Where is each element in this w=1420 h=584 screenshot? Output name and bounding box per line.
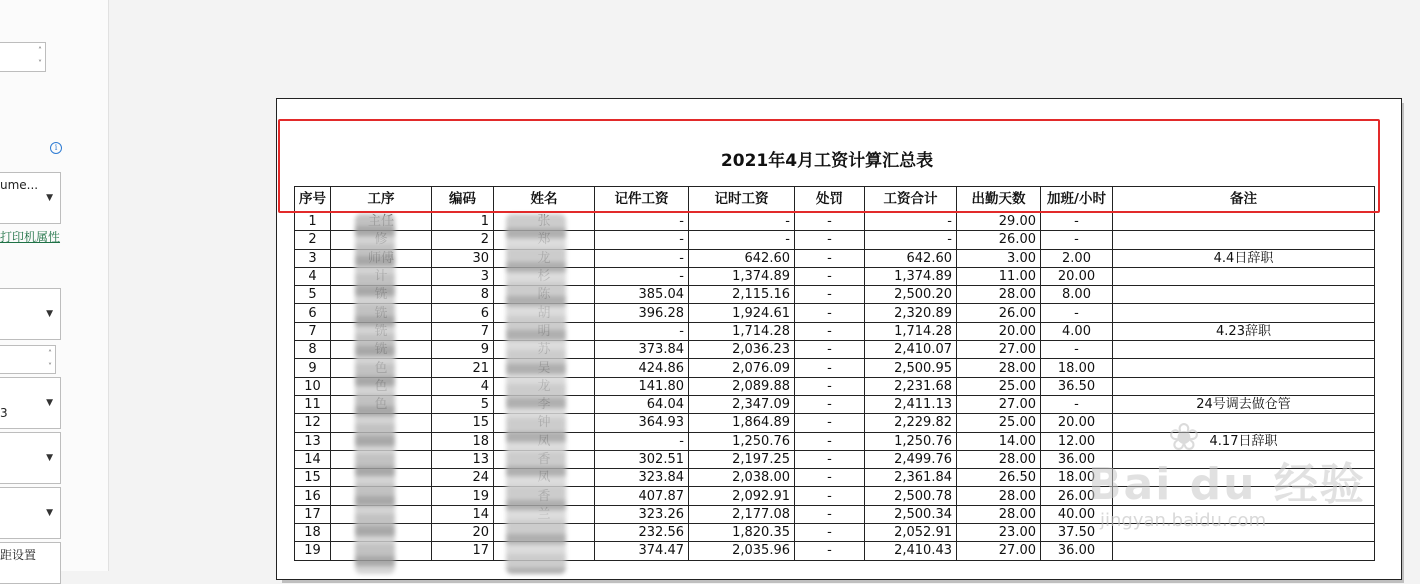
column-header: 工序 [331, 187, 432, 213]
table-cell: 2,036.23 [689, 341, 795, 359]
table-cell: 19 [295, 542, 331, 560]
table-cell: - [795, 267, 865, 285]
table-cell: 30 [432, 249, 494, 267]
table-cell: 19 [432, 487, 494, 505]
table-cell: 1 [295, 213, 331, 231]
table-cell: 8 [432, 286, 494, 304]
table-cell: 9 [295, 359, 331, 377]
table-cell: 8.00 [1041, 286, 1113, 304]
table-cell: - [795, 469, 865, 487]
table-cell: 18.00 [1041, 469, 1113, 487]
table-cell [1113, 542, 1375, 560]
table-cell: - [1041, 304, 1113, 322]
table-cell: 2,197.25 [689, 450, 795, 468]
table-cell: - [795, 487, 865, 505]
table-cell: 1,864.89 [689, 414, 795, 432]
table-cell: 25.00 [957, 414, 1041, 432]
table-cell: - [865, 231, 957, 249]
table-cell: 12 [295, 414, 331, 432]
table-cell: - [595, 213, 689, 231]
table-cell: 4.23辞职 [1113, 322, 1375, 340]
table-row [295, 395, 1375, 413]
chevron-down-icon: ▼ [46, 508, 53, 518]
table-cell: 2,500.34 [865, 505, 957, 523]
table-cell: 29.00 [957, 213, 1041, 231]
table-cell: 374.47 [595, 542, 689, 560]
table-cell: 2,092.91 [689, 487, 795, 505]
chevron-down-icon: ▼ [46, 453, 53, 463]
baidu-watermark-logo: Bai du 经验 [1088, 459, 1366, 510]
table-cell: 1,374.89 [689, 267, 795, 285]
table-cell: 2,052.91 [865, 524, 957, 542]
table-cell: - [795, 286, 865, 304]
printer-select[interactable] [0, 172, 61, 224]
table-cell: 1,714.28 [865, 322, 957, 340]
chevron-down-icon: ▼ [46, 398, 53, 408]
table-cell: 2,115.16 [689, 286, 795, 304]
table-cell: 1,250.76 [865, 432, 957, 450]
margins-label: 距设置 [0, 548, 37, 562]
table-cell: - [795, 304, 865, 322]
copies-spinner[interactable] [0, 42, 46, 72]
table-cell: 1,374.89 [865, 267, 957, 285]
column-header: 备注 [1113, 187, 1375, 213]
table-cell: - [865, 213, 957, 231]
table-row [295, 267, 1375, 285]
pages-spinner[interactable] [0, 345, 56, 374]
table-cell: 15 [432, 414, 494, 432]
printer-name: ume... [0, 178, 39, 192]
spinner-arrows-icon[interactable]: ˄ ˅ [48, 349, 52, 371]
table-cell: - [595, 249, 689, 267]
highlight-rectangle [278, 119, 1380, 213]
table-cell: 3 [432, 267, 494, 285]
table-row [295, 377, 1375, 395]
table-row [295, 542, 1375, 560]
table-cell: - [795, 505, 865, 523]
table-cell: - [795, 231, 865, 249]
table-cell: - [1041, 231, 1113, 249]
table-cell: 24 [432, 469, 494, 487]
table-cell [1113, 213, 1375, 231]
column-header: 编码 [432, 187, 494, 213]
table-cell: 385.04 [595, 286, 689, 304]
table-cell: 2,320.89 [865, 304, 957, 322]
baidu-paw-icon: ❀ [1168, 415, 1200, 459]
table-cell: 10 [295, 377, 331, 395]
table-cell: 12.00 [1041, 432, 1113, 450]
table-cell: 18 [295, 524, 331, 542]
margins-select[interactable] [0, 542, 61, 584]
setting-select-2-value: 3 [0, 406, 8, 420]
table-cell: 14 [432, 505, 494, 523]
sheet-title: 2021年4月工资计算汇总表 [720, 151, 934, 171]
column-header: 记件工资 [595, 187, 689, 213]
table-cell: 27.00 [957, 341, 1041, 359]
table-cell: 36.00 [1041, 450, 1113, 468]
table-cell: 2,500.20 [865, 286, 957, 304]
column-header: 工资合计 [865, 187, 957, 213]
setting-select-3[interactable] [0, 432, 61, 484]
table-cell: - [689, 231, 795, 249]
table-cell: - [795, 377, 865, 395]
table-cell: 20.00 [957, 322, 1041, 340]
table-row [295, 359, 1375, 377]
baidu-watermark-url: jingyan.baidu.com [1100, 510, 1267, 531]
table-cell: 2,410.43 [865, 542, 957, 560]
table-cell: 1,714.28 [689, 322, 795, 340]
table-cell: 27.00 [957, 395, 1041, 413]
table-cell: 1 [432, 213, 494, 231]
table-cell: 23.00 [957, 524, 1041, 542]
print-settings-panel [0, 0, 109, 571]
table-cell: 27.00 [957, 542, 1041, 560]
table-cell: - [795, 432, 865, 450]
table-row [295, 322, 1375, 340]
table-cell: 2,038.00 [689, 469, 795, 487]
table-cell: 14 [295, 450, 331, 468]
table-cell: 40.00 [1041, 505, 1113, 523]
table-cell: 323.26 [595, 505, 689, 523]
table-cell: 6 [295, 304, 331, 322]
column-header: 序号 [295, 187, 331, 213]
table-cell: - [795, 395, 865, 413]
table-cell [1113, 414, 1375, 432]
table-cell: 2,361.84 [865, 469, 957, 487]
table-cell: 25.00 [957, 377, 1041, 395]
table-cell: 28.00 [957, 487, 1041, 505]
table-cell: 2,035.96 [689, 542, 795, 560]
table-row [295, 286, 1375, 304]
table-cell: - [795, 359, 865, 377]
table-cell: 36.00 [1041, 542, 1113, 560]
table-cell [1113, 377, 1375, 395]
table-cell: 4.00 [1041, 322, 1113, 340]
table-cell: 37.50 [1041, 524, 1113, 542]
table-cell: 5 [295, 286, 331, 304]
table-cell: 2,229.82 [865, 414, 957, 432]
privacy-mosaic [506, 214, 566, 574]
table-cell: 2 [432, 231, 494, 249]
table-cell: 1,250.76 [689, 432, 795, 450]
table-cell: 20.00 [1041, 414, 1113, 432]
table-cell: 4.17日辞职 [1113, 432, 1375, 450]
table-cell: 3 [295, 249, 331, 267]
table-cell: 396.28 [595, 304, 689, 322]
table-cell: 2,410.07 [865, 341, 957, 359]
table-cell: 323.84 [595, 469, 689, 487]
table-cell: 9 [432, 341, 494, 359]
table-cell: 2,347.09 [689, 395, 795, 413]
table-cell: 2,076.09 [689, 359, 795, 377]
table-cell: 2,411.13 [865, 395, 957, 413]
table-cell: - [795, 341, 865, 359]
table-cell: 4.4日辞职 [1113, 249, 1375, 267]
table-cell [1113, 267, 1375, 285]
table-cell: 11 [295, 395, 331, 413]
chevron-down-icon: ▼ [46, 193, 53, 203]
table-cell: 64.04 [595, 395, 689, 413]
column-header: 处罚 [795, 187, 865, 213]
table-cell: 2,500.95 [865, 359, 957, 377]
table-cell: 373.84 [595, 341, 689, 359]
setting-select-4[interactable] [0, 487, 61, 539]
table-cell: - [795, 213, 865, 231]
table-cell: 6 [432, 304, 494, 322]
table-cell: - [795, 524, 865, 542]
info-icon[interactable]: i [50, 142, 62, 154]
table-cell [1113, 231, 1375, 249]
table-cell: 5 [432, 395, 494, 413]
table-cell: 17 [432, 542, 494, 560]
table-cell: 1,924.61 [689, 304, 795, 322]
table-cell: 2,499.76 [865, 450, 957, 468]
table-cell: 18 [432, 432, 494, 450]
table-cell: 364.93 [595, 414, 689, 432]
table-cell: 20.00 [1041, 267, 1113, 285]
table-cell: - [795, 414, 865, 432]
setting-select-2[interactable] [0, 377, 61, 429]
table-cell: 8 [295, 341, 331, 359]
table-cell: - [795, 542, 865, 560]
table-cell: 2.00 [1041, 249, 1113, 267]
table-cell: 302.51 [595, 450, 689, 468]
table-cell: 232.56 [595, 524, 689, 542]
table-cell: 28.00 [957, 359, 1041, 377]
table-cell: 13 [432, 450, 494, 468]
column-header: 记时工资 [689, 187, 795, 213]
table-cell: 2,089.88 [689, 377, 795, 395]
table-row [295, 304, 1375, 322]
table-cell: - [595, 267, 689, 285]
table-cell: 2,231.68 [865, 377, 957, 395]
table-cell: 4 [295, 267, 331, 285]
table-cell [1113, 359, 1375, 377]
table-cell: 11.00 [957, 267, 1041, 285]
table-cell [1113, 304, 1375, 322]
table-cell: 15 [295, 469, 331, 487]
setting-select-1[interactable] [0, 288, 61, 340]
table-cell: 26.50 [957, 469, 1041, 487]
spinner-arrows-icon[interactable]: ˄ ˅ [38, 46, 42, 68]
table-row [295, 213, 1375, 231]
table-cell: 642.60 [865, 249, 957, 267]
table-cell: - [795, 450, 865, 468]
table-cell: - [795, 322, 865, 340]
table-cell: - [1041, 213, 1113, 231]
table-cell: 26.00 [957, 231, 1041, 249]
table-cell: 2 [295, 231, 331, 249]
privacy-mosaic [355, 214, 395, 574]
table-cell: 26.00 [1041, 487, 1113, 505]
table-cell: 20 [432, 524, 494, 542]
table-cell: 26.00 [957, 304, 1041, 322]
table-cell: 24号调去做仓管 [1113, 395, 1375, 413]
table-row [295, 414, 1375, 432]
table-cell: 424.86 [595, 359, 689, 377]
table-cell: 3.00 [957, 249, 1041, 267]
column-header: 加班/小时 [1041, 187, 1113, 213]
table-cell: 18.00 [1041, 359, 1113, 377]
table-cell: 1,820.35 [689, 524, 795, 542]
table-cell: - [1041, 395, 1113, 413]
column-header: 姓名 [494, 187, 595, 213]
table-cell: 36.50 [1041, 377, 1113, 395]
table-cell: - [595, 432, 689, 450]
table-row [295, 341, 1375, 359]
table-cell: 7 [295, 322, 331, 340]
table-cell: - [1041, 341, 1113, 359]
table-cell: 141.80 [595, 377, 689, 395]
table-cell: 13 [295, 432, 331, 450]
table-row [295, 231, 1375, 249]
table-row [295, 249, 1375, 267]
table-cell: - [689, 213, 795, 231]
table-cell: - [795, 249, 865, 267]
printer-properties-link[interactable]: 打印机属性 [0, 230, 61, 244]
chevron-down-icon: ▼ [46, 309, 53, 319]
table-cell: 642.60 [689, 249, 795, 267]
table-cell: 2,500.78 [865, 487, 957, 505]
table-cell: 28.00 [957, 505, 1041, 523]
column-header: 出勤天数 [957, 187, 1041, 213]
table-cell [1113, 286, 1375, 304]
table-cell: 16 [295, 487, 331, 505]
table-cell: - [595, 231, 689, 249]
table-cell: 4 [432, 377, 494, 395]
table-cell: 14.00 [957, 432, 1041, 450]
table-cell: 17 [295, 505, 331, 523]
table-cell: 407.87 [595, 487, 689, 505]
table-cell: 7 [432, 322, 494, 340]
table-cell: 28.00 [957, 450, 1041, 468]
table-cell: 2,177.08 [689, 505, 795, 523]
table-cell [1113, 341, 1375, 359]
table-cell: - [595, 322, 689, 340]
table-cell: 21 [432, 359, 494, 377]
table-cell: 28.00 [957, 286, 1041, 304]
